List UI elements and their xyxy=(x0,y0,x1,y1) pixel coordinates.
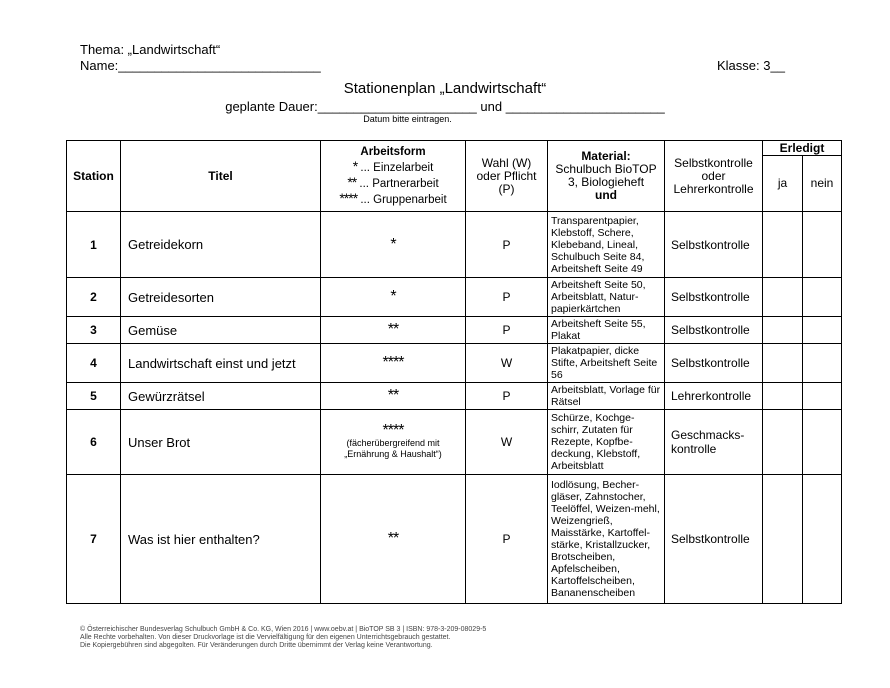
material-cell: Plakatpapier, dicke Stifte, Arbeitsheft Seite 56 xyxy=(548,344,665,383)
material-cell: Schürze, Kochge-schirr, Zutaten für Rezepte, Kopfbe-deckung, Klebstoff, Arbeitsblatt xyxy=(548,410,665,475)
erledigt-nein-checkbox-cell[interactable] xyxy=(803,410,842,475)
station-number: 3 xyxy=(67,317,121,344)
station-number: 6 xyxy=(67,410,121,475)
form-note: (fächerübergreifend mit „Ernährung & Haushalt“) xyxy=(344,438,442,459)
station-number: 1 xyxy=(67,212,121,278)
arbeitsform-label: Arbeitsform xyxy=(360,146,426,158)
header-kontrolle: Selbstkontrolle oder Lehrerkontrolle xyxy=(665,141,763,212)
arbeitsform-cell xyxy=(321,475,466,604)
arbeitsform-cell xyxy=(321,383,466,410)
star-icon: ** xyxy=(347,174,357,190)
date-hint: Datum bitte eintragen. xyxy=(363,114,452,124)
star-icon: * xyxy=(352,158,358,174)
arbeitsform-cell xyxy=(321,212,466,278)
wahl-pflicht: W xyxy=(466,344,548,383)
material-cell: Iodlösung, Becher-gläser, Zahnstocher, Teelöffel, Weizen-mehl, Weizengrieß, Maisstärke, Kartoffel-stärke, Kristallzucker, Brotscheiben, Apfelscheiben, Kartoffelscheiben, Bananenscheiben xyxy=(548,475,665,604)
header-material xyxy=(548,141,665,212)
kontrolle-cell: Selbstkontrolle xyxy=(665,278,763,317)
legend-gruppe: **** ... Gruppenarbeit xyxy=(339,190,447,206)
table-row xyxy=(67,212,842,278)
kontrolle-cell: Selbstkontrolle xyxy=(665,212,763,278)
erledigt-ja-checkbox-cell[interactable] xyxy=(763,383,803,410)
wahl-pflicht: P xyxy=(466,475,548,604)
table-row xyxy=(67,410,842,475)
name-field-label: Name:____________________________ xyxy=(80,58,321,73)
header-nein: nein xyxy=(803,156,842,212)
table-row xyxy=(67,278,842,317)
header-ja: ja xyxy=(763,156,803,212)
erledigt-nein-checkbox-cell[interactable] xyxy=(803,383,842,410)
table-row xyxy=(67,317,842,344)
header-titel: Titel xyxy=(121,141,321,212)
station-title: Landwirtschaft einst und jetzt xyxy=(121,344,321,383)
star-icon: * xyxy=(390,235,396,253)
erledigt-ja-checkbox-cell[interactable] xyxy=(763,410,803,475)
arbeitsform-cell xyxy=(321,278,466,317)
erledigt-ja-checkbox-cell[interactable] xyxy=(763,317,803,344)
wahl-pflicht: P xyxy=(466,278,548,317)
wahl-pflicht: P xyxy=(466,383,548,410)
material-sources: Schulbuch BioTOP 3, Biologieheft xyxy=(555,162,657,189)
star-icon: * xyxy=(390,288,396,305)
wahl-pflicht: P xyxy=(466,212,548,278)
star-icon: **** xyxy=(382,354,404,371)
arbeitsform-cell xyxy=(321,317,466,344)
material-und: und xyxy=(595,188,617,202)
table-row xyxy=(67,475,842,604)
station-number: 2 xyxy=(67,278,121,317)
station-title: Gemüse xyxy=(121,317,321,344)
arbeitsform-cell xyxy=(321,344,466,383)
station-number: 5 xyxy=(67,383,121,410)
header-arbeitsform xyxy=(321,141,466,212)
kontrolle-cell: Selbstkontrolle xyxy=(665,475,763,604)
arbeitsform-cell xyxy=(321,410,466,475)
material-cell: Transparentpapier, Klebstoff, Schere, Klebeband, Lineal, Schulbuch Seite 84, Arbeitsheft Seite 49 xyxy=(548,212,665,278)
erledigt-nein-checkbox-cell[interactable] xyxy=(803,475,842,604)
star-icon: ** xyxy=(387,387,399,404)
footer-line: © Österreichischer Bundesverlag Schulbuch GmbH & Co. KG, Wien 2016 | www.oebv.at | BioTOP SB 3 | ISBN: 978-3-209-08029-5 xyxy=(80,626,487,633)
station-title: Unser Brot xyxy=(121,410,321,475)
station-title: Getreidesorten xyxy=(121,278,321,317)
kontrolle-cell: Lehrerkontrolle xyxy=(665,383,763,410)
footer-line: Alle Rechte vorbehalten. Von dieser Druckvorlage ist die Vervielfältigung für den eigenen Unterrichtsgebrauch gestattet. xyxy=(80,634,451,641)
station-title: Getreidekorn xyxy=(121,212,321,278)
header-wahl: Wahl (W) oder Pflicht (P) xyxy=(466,141,548,212)
erledigt-nein-checkbox-cell[interactable] xyxy=(803,317,842,344)
station-number: 7 xyxy=(67,475,121,604)
legend-partner: ** ... Partnerarbeit xyxy=(347,174,439,190)
klasse-field-label: Klasse: 3__ xyxy=(717,58,785,73)
copyright-footer xyxy=(80,626,486,650)
star-icon: ** xyxy=(387,321,399,338)
header-station: Station xyxy=(67,141,121,212)
planned-duration-line: geplante Dauer:______________________ und ______________________ xyxy=(225,99,665,114)
kontrolle-cell: Geschmacks-kontrolle xyxy=(665,410,763,475)
station-title: Gewürzrätsel xyxy=(121,383,321,410)
station-plan-table xyxy=(66,140,842,604)
material-cell: Arbeitsblatt, Vorlage für Rätsel xyxy=(548,383,665,410)
star-icon: **** xyxy=(382,422,404,439)
star-icon: ** xyxy=(387,530,399,547)
erledigt-nein-checkbox-cell[interactable] xyxy=(803,212,842,278)
erledigt-nein-checkbox-cell[interactable] xyxy=(803,278,842,317)
wahl-pflicht: P xyxy=(466,317,548,344)
topic-label: Thema: „Landwirtschaft“ xyxy=(80,42,221,57)
legend-einzel: * ... Einzelarbeit xyxy=(352,158,434,174)
page-title: Stationenplan „Landwirtschaft“ xyxy=(343,80,547,97)
erledigt-ja-checkbox-cell[interactable] xyxy=(763,212,803,278)
table-row xyxy=(67,344,842,383)
station-number: 4 xyxy=(67,344,121,383)
wahl-pflicht: W xyxy=(466,410,548,475)
erledigt-ja-checkbox-cell[interactable] xyxy=(763,475,803,604)
erledigt-nein-checkbox-cell[interactable] xyxy=(803,344,842,383)
header-erledigt: Erledigt xyxy=(763,141,842,156)
kontrolle-cell: Selbstkontrolle xyxy=(665,344,763,383)
material-label: Material: xyxy=(581,149,631,163)
table-row xyxy=(67,383,842,410)
kontrolle-cell: Selbstkontrolle xyxy=(665,317,763,344)
erledigt-ja-checkbox-cell[interactable] xyxy=(763,344,803,383)
station-rows xyxy=(67,212,842,604)
material-cell: Arbeitsheft Seite 50, Arbeitsblatt, Natur-papierkärtchen xyxy=(548,278,665,317)
star-icon: **** xyxy=(339,190,358,206)
erledigt-ja-checkbox-cell[interactable] xyxy=(763,278,803,317)
material-cell: Arbeitsheft Seite 55, Plakat xyxy=(548,317,665,344)
station-title: Was ist hier enthalten? xyxy=(121,475,321,604)
footer-line: Die Kopiergebühren sind abgegolten. Für Veränderungen durch Dritte übernimmt der Verlag keine Verantwortung. xyxy=(80,642,433,649)
